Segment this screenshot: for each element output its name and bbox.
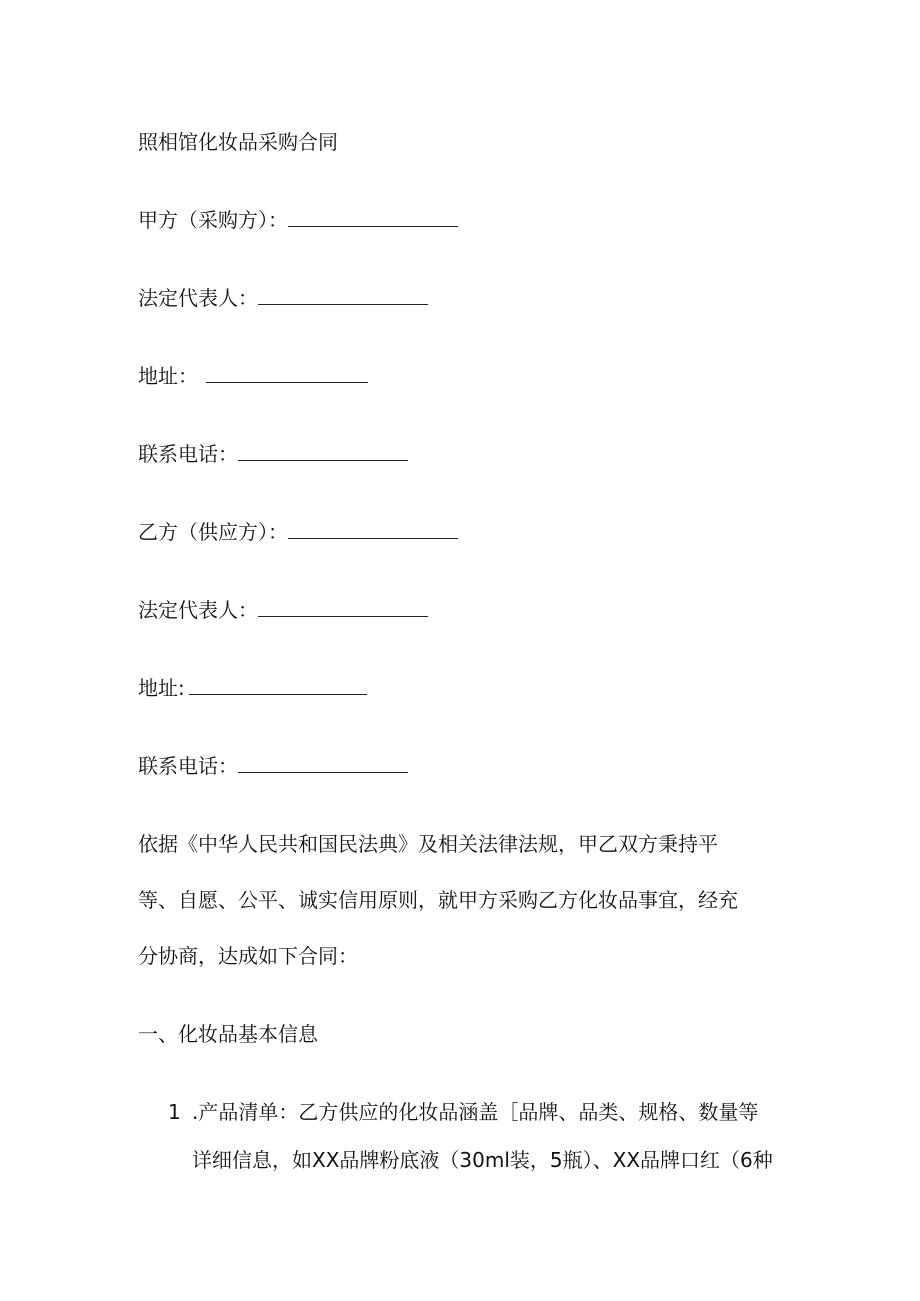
contract-title: 照相馆化妆品采购合同: [138, 130, 338, 154]
party-a-rep-label: 法定代表人：: [138, 286, 258, 310]
item-line-2: 详细信息，如XX品牌粉底液（30ml装，5瓶）、XX品牌口红（6种: [192, 1148, 773, 1172]
party-b-phone-blank[interactable]: [238, 752, 408, 773]
intro-line-2: 等、自愿、公平、诚实信用原则，就甲方采购乙方化妆品事宜，经充: [138, 888, 738, 912]
party-a-blank[interactable]: [288, 206, 458, 227]
party-b-rep-field: [138, 596, 428, 624]
section-heading: 一、化妆品基本信息: [138, 1022, 318, 1046]
party-b-rep-blank[interactable]: [258, 596, 428, 617]
item-number: 1: [168, 1100, 181, 1124]
intro-line-3: 分协商，达成如下合同：: [138, 944, 358, 968]
party-b-field: [138, 518, 458, 546]
party-a-rep-blank[interactable]: [258, 284, 428, 305]
party-a-rep-field: [138, 284, 428, 312]
party-a-field: [138, 206, 458, 234]
party-b-address-blank[interactable]: [189, 674, 367, 695]
party-a-address-label: 地址：: [138, 364, 198, 388]
party-b-rep-label: 法定代表人：: [138, 598, 258, 622]
intro-line-1: 依据《中华人民共和国民法典》及相关法律法规，甲乙双方秉持平: [138, 832, 718, 856]
party-b-label: 乙方（供应方）：: [138, 520, 288, 544]
party-b-phone-field: [138, 752, 408, 780]
party-a-phone-field: [138, 440, 408, 468]
party-b-blank[interactable]: [288, 518, 458, 539]
party-a-phone-blank[interactable]: [238, 440, 408, 461]
item-line-1: .产品清单：乙方供应的化妆品涵盖［品牌、品类、规格、数量等: [192, 1100, 759, 1124]
party-a-address-field: [138, 362, 368, 390]
party-a-address-blank[interactable]: [206, 362, 368, 383]
party-b-phone-label: 联系电话：: [138, 754, 238, 778]
party-a-phone-label: 联系电话：: [138, 442, 238, 466]
party-b-address-field: [138, 674, 367, 702]
party-a-label: 甲方（采购方）：: [138, 208, 288, 232]
party-b-address-label: 地址:: [138, 676, 185, 700]
